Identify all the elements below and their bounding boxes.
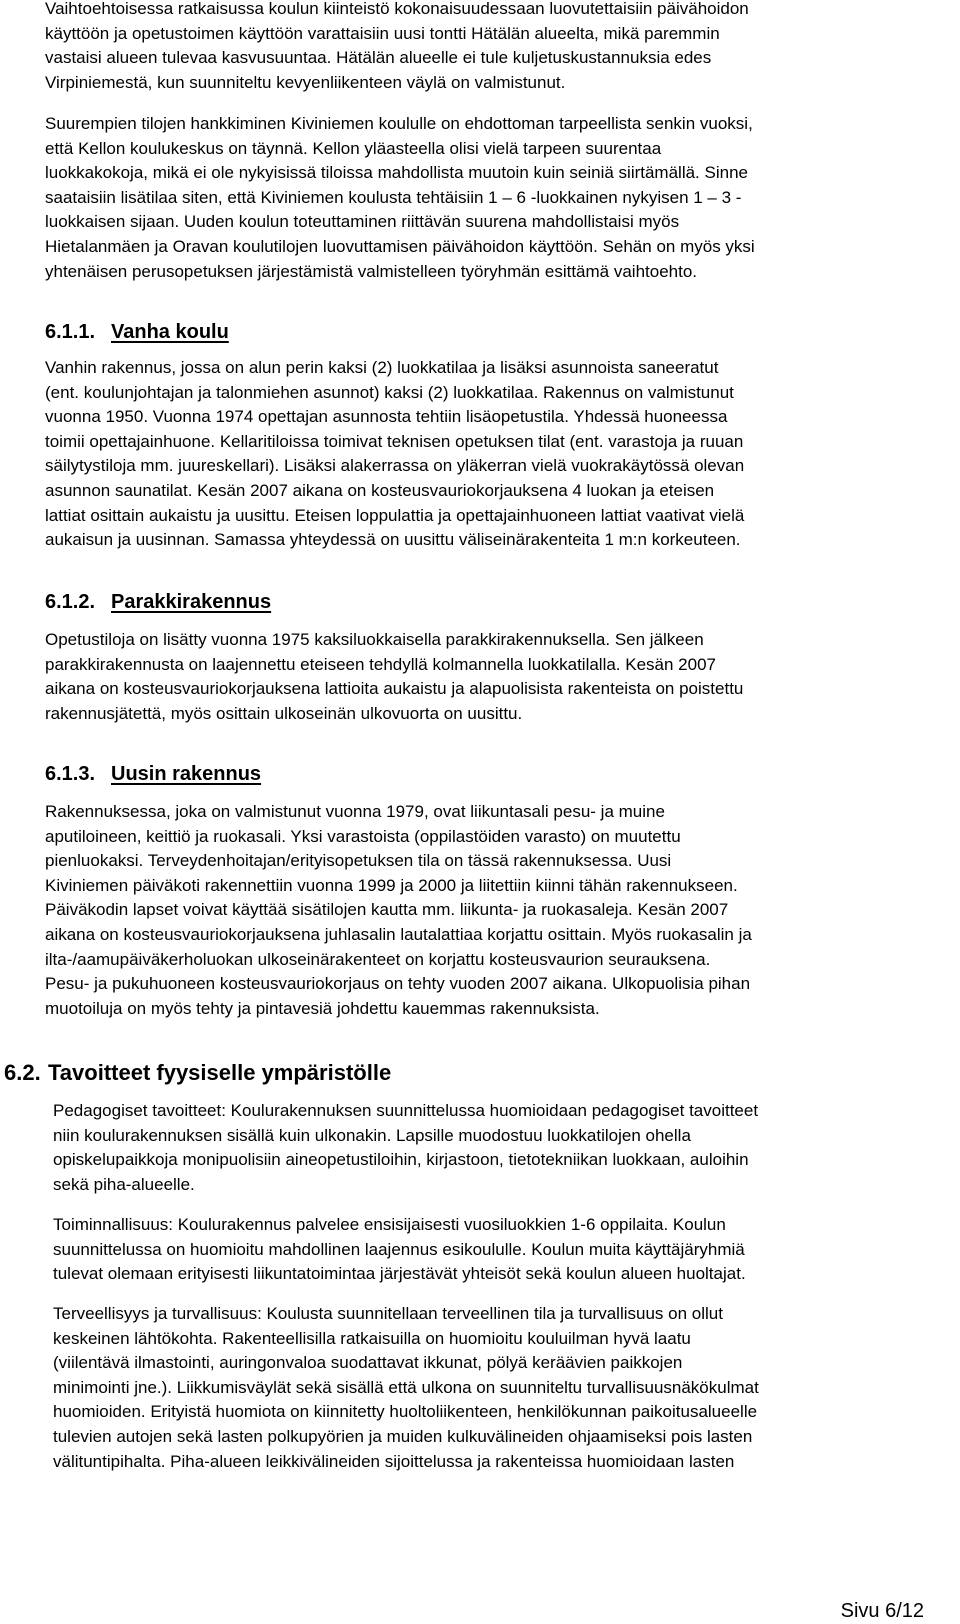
text-line: niin koulurakennuksen sisällä kuin ulkonakin. Lapsille muodostuu luokkatilojen ohella bbox=[53, 1125, 691, 1145]
text-line: (ent. koulunjohtajan ja talonmiehen asunnot) kaksi (2) luokkatilaa. Rakennus on valmistunut bbox=[45, 382, 734, 402]
text-line: tulevat olemaan erityisesti liikuntatoimintaa järjestävät yhteisöt sekä koulun alueen huoltajat. bbox=[53, 1264, 746, 1284]
text-line: keskeinen lähtökohta. Rakenteellisilla ratkaisuilla on huomioitu kouluilman hyvä laatu bbox=[53, 1328, 691, 1348]
heading-title: Tavoitteet fyysiselle ympäristölle bbox=[48, 1060, 392, 1085]
text-line: huomioiden. Erityistä huomiota on kiinnitetty huoltoliikenteen, henkilökunnan paikoitusalueelle bbox=[53, 1402, 758, 1422]
paragraph-pedagogical-goals bbox=[53, 1099, 758, 1197]
text-line: Virpiniemestä, kun suunniteltu kevyenliikenteen väylä on valmistunut. bbox=[45, 72, 566, 92]
text-line: Toiminnallisuus: Koulurakennus palvelee ensisijaisesti vuosiluokkien 1-6 oppilaita. Koulun bbox=[53, 1215, 726, 1234]
text-line: lattiat osittain aukaistu ja uusittu. Eteisen loppulattia ja opettajainhuoneen lattiat vaativat vielä bbox=[45, 505, 745, 525]
text-line: pienluokaksi. Terveydenhoitajan/erityisopetuksen tila on tässä rakennuksessa. Uusi bbox=[45, 851, 672, 871]
text-line: aikana on kosteusvauriokorjauksena lattioita aukaistu ja alapuolisista rakenteista on poistettu bbox=[45, 679, 744, 699]
text-line: suunnittelussa on huomioitu mahdollinen laajennus esikoululle. Koulun muita käyttäjäryhmiä bbox=[53, 1239, 745, 1259]
paragraph-health-safety bbox=[53, 1302, 759, 1474]
page-number: Sivu 6/12 bbox=[840, 1600, 924, 1622]
text-line: vastaisi alueen tulevaa kasvusuuntaa. Hätälän alueelle ei tule kuljetuskustannuksia edes bbox=[45, 48, 712, 68]
text-line: Pesu- ja pukuhuoneen kosteusvauriokorjaus on tehty vuoden 2007 aikana. Ulkopuolisia pihan bbox=[45, 974, 751, 994]
text-line: luokkaisen sijaan. Uuden koulun toteuttaminen riittävän suurena mahdollistaisi myös bbox=[45, 212, 680, 232]
text-line: toimii opettajainhuone. Kellaritiloissa toimivat teknisen opetuksen tilat (ent. varastoja ja ruuan bbox=[45, 431, 744, 451]
text-line: välituntipihalta. Piha-alueen leikkivälineiden sijoittelussa ja rakenteissa huomioidaan lasten bbox=[53, 1451, 735, 1471]
text-line: aikana on kosteusvauriokorjauksena juhlasalin lautalattiaa korjattu osittain. Myös ruokasalin ja bbox=[45, 924, 752, 944]
text-line: opiskelupaikkoja monipuolisiin aineopetustiloihin, kirjastoon, tietotekniikan luokkaan, auloihin bbox=[53, 1150, 749, 1170]
text-line: muotoiluja on myös tehty ja pintavesiä johdettu kauemmas rakennuksista. bbox=[45, 998, 600, 1018]
text-line: ilta-/aamupäiväkerholuokan ulkoseinärakenteet on korjattu kosteusvaurion seurauksena. bbox=[45, 949, 711, 969]
text-line: aukaisun ja uusinnan. Samassa yhteydessä on uusittu väliseinärakenteita 1 m:n korkeuteen. bbox=[45, 530, 741, 550]
text-line: yhtenäisen perusopetuksen järjestämistä valmistelleen työryhmän esittämä vaihtoehto. bbox=[45, 261, 698, 281]
heading-title: Vanha koulu bbox=[111, 321, 229, 343]
text-line: vuonna 1950. Vuonna 1974 opettajan asunnosta tehtiin lisäopetustila. Yhdessä huoneessa bbox=[45, 407, 728, 427]
text-line: tulevien autojen sekä lasten polkupyörien ja muiden kulkuvälineiden ohjaamiseksi pois lasten bbox=[53, 1426, 753, 1446]
paragraph-functionality bbox=[53, 1213, 746, 1287]
heading-number: 6.1.3. bbox=[45, 763, 96, 785]
text-line: Hietalanmäen ja Oravan koulutilojen luovuttamisen päivähoidon käyttöön. Sehän on myös yksi bbox=[45, 236, 755, 256]
text-line: (viilentävä ilmastointi, auringonvaloa suodattavat ikkunat, pölyä keräävien paikkojen bbox=[53, 1353, 683, 1373]
text-line: Pedagogiset tavoitteet: Koulurakennuksen suunnittelussa huomioidaan pedagogiset tavoitteet bbox=[53, 1101, 759, 1120]
paragraph-old-school bbox=[45, 356, 744, 553]
text-line: Vaihtoehtoisessa ratkaisussa koulun kiinteistö kokonaisuudessaan luovutettaisiin päivähoidon bbox=[45, 0, 749, 18]
heading-number: 6.2. bbox=[4, 1060, 41, 1085]
heading-number: 6.1.1. bbox=[45, 321, 96, 343]
text-line: Päiväkodin lapset voivat käyttää sisätilojen kautta mm. liikunta- ja ruokasaleja. Kesän 2007 bbox=[45, 900, 729, 920]
heading-number: 6.1.2. bbox=[45, 591, 96, 613]
text-line: Terveellisyys ja turvallisuus: Koulusta suunnitellaan terveellinen tila ja turvallisuus on ollut bbox=[53, 1304, 723, 1323]
text-line: Kiviniemen päiväkoti rakennettiin vuonna 1999 ja 2000 ja liitettiin kiinni tähän rakennukseen. bbox=[45, 875, 738, 895]
text-line: sekä piha-alueelle. bbox=[53, 1174, 195, 1194]
text-line: käyttöön ja opetustoimen käyttöön varattaisiin uusi tontti Hätälän alueelta, mikä paremmin bbox=[45, 23, 720, 43]
text-line: Suurempien tilojen hankkiminen Kiviniemen koululle on ehdottoman tarpeellista senkin vuoksi, bbox=[45, 114, 753, 133]
heading-6-1-2 bbox=[45, 590, 271, 614]
text-line: että Kellon koulukeskus on täynnä. Kellon yläasteella olisi vielä tarpeen suurentaa bbox=[45, 138, 662, 158]
text-line: saataisiin lisätilaa siten, että Kiviniemen koulusta tehtäisiin 1 – 6 -luokkainen nykyisen 1 – 3 - bbox=[45, 187, 742, 207]
text-line: Rakennuksessa, joka on valmistunut vuonna 1979, ovat liikuntasali pesu- ja muine bbox=[45, 802, 665, 821]
text-line: luokkakokoja, mikä ei ole nykyisissä tiloissa mahdollista muutoin kuin seiniä siirtämällä. Sinne bbox=[45, 163, 748, 183]
heading-6-1-1 bbox=[45, 320, 229, 344]
text-line: asunnon saunatilat. Kesän 2007 aikana on kosteusvauriokorjauksena 4 luokan ja eteisen bbox=[45, 480, 715, 500]
text-line: minimointi jne.). Liikkumisväylät sekä sisällä että ulkona on suunniteltu turvallisuusnäkökulmat bbox=[53, 1377, 759, 1397]
paragraph-barracks bbox=[45, 628, 743, 726]
text-line: rakennusjätettä, myös osittain ulkoseinän ulkovuorta on uusittu. bbox=[45, 703, 523, 723]
heading-title: Parakkirakennus bbox=[111, 591, 272, 613]
text-line: Vanhin rakennus, jossa on alun perin kaksi (2) luokkatilaa ja lisäksi asunnoista saneeratut bbox=[45, 358, 719, 377]
paragraph-intro bbox=[45, 0, 749, 95]
paragraph-larger-facilities bbox=[45, 112, 755, 284]
paragraph-newest-building bbox=[45, 800, 752, 1021]
text-line: Opetustiloja on lisätty vuonna 1975 kaksiluokkaisella parakkirakennuksella. Sen jälkeen bbox=[45, 630, 704, 649]
text-line: parakkirakennusta on laajennettu eteiseen tehdyllä kolmannella luokkatilalla. Kesän 2007 bbox=[45, 654, 717, 674]
text-line: säilytystiloja mm. juureskellari). Lisäksi alakerrassa on yläkerran vielä vuokrakäytössä olevan bbox=[45, 456, 745, 476]
heading-6-2 bbox=[4, 1060, 391, 1086]
heading-6-1-3 bbox=[45, 762, 261, 786]
heading-title: Uusin rakennus bbox=[111, 763, 262, 785]
text-line: aputiloineen, keittiö ja ruokasali. Yksi varastoista (oppilastöiden varasto) on muutettu bbox=[45, 826, 681, 846]
